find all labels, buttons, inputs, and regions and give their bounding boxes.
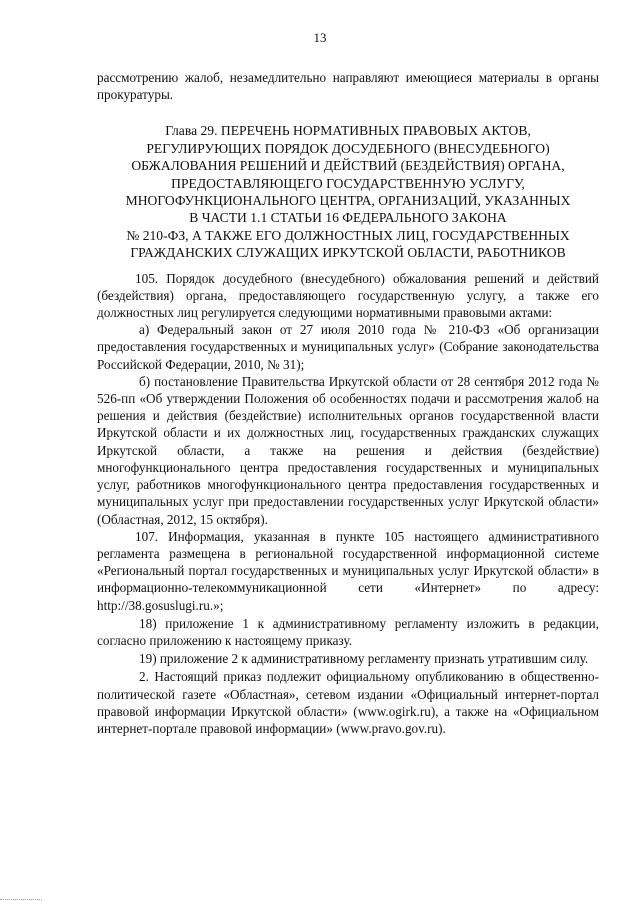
document-body — [97, 69, 599, 737]
paragraph-105: 105. Порядок досудебного (внесудебного) обжалования решений и действий (бездействия) органа, предоставляющего государственную услугу, а также его должностных лиц регулируется следующими нормативными правовыми актами: — [97, 270, 599, 321]
paragraph-19: 19) приложение 2 к административному регламенту признать утратившим силу. — [139, 651, 589, 667]
heading-line: МНОГОФУНКЦИОНАЛЬНОГО ЦЕНТРА, ОРГАНИЗАЦИЙ, УКАЗАННЫХ — [125, 193, 571, 209]
heading-line: РЕГУЛИРУЮЩИХ ПОРЯДОК ДОСУДЕБНОГО (ВНЕСУДЕБНОГО) — [146, 140, 550, 156]
heading-line: ОБЖАЛОВАНИЯ РЕШЕНИЙ И ДЕЙСТВИЙ (БЕЗДЕЙСТВИЯ) ОРГАНА, — [131, 158, 565, 174]
paragraph-18: 18) приложение 1 к административному регламенту изложить в редакции, согласно приложению к настоящему приказу. — [97, 615, 599, 648]
heading-line: Глава 29. ПЕРЕЧЕНЬ НОРМАТИВНЫХ ПРАВОВЫХ АКТОВ, — [165, 123, 531, 139]
paragraph-107: 107. Информация, указанная в пункте 105 настоящего административного регламента размещена в региональной государственной информационной системе «Региональный портал государственных и муниципальных услуг Иркутской области» в информационно-телекоммуникационной сети «Интернет» по адресу: http://38.gosuslugi.ru.»; — [97, 528, 599, 613]
chapter-heading — [97, 122, 599, 261]
heading-line: ГРАЖДАНСКИХ СЛУЖАЩИХ ИРКУТСКОЙ ОБЛАСТИ, РАБОТНИКОВ — [130, 245, 566, 261]
paragraph-105-b: б) постановление Правительства Иркутской области от 28 сентября 2012 года № 526-пп «Об утверждении Положения об особенностях подачи и рассмотрения жалоб на решения и действия (бездействие) исполнительных органов государственной власти Иркутской области и их должностных лиц, государственных гражданских служащих Иркутской области, а также на решения и действия (бездействие) многофункционального центра предоставления государственных и муниципальных услуг, работников многофункционального центра предоставления государственных и муниципальных услуг при предоставлении государственных услуг Иркутской области» (Областная, 2012, 15 октября). — [97, 373, 599, 527]
paragraph-2: 2. Настоящий приказ подлежит официальному опубликованию в общественно-политической газете «Областная», сетевом издании «Официальный интернет-портал правовой информации Иркутской области» (www.ogirk.ru), а также на «Официальном интернет-портале правовой информации» (www.pravo.gov.ru). — [97, 669, 599, 736]
heading-line: № 210-ФЗ, А ТАКЖЕ ЕГО ДОЛЖНОСТНЫХ ЛИЦ, ГОСУДАРСТВЕННЫХ — [126, 227, 570, 243]
heading-line: ПРЕДОСТАВЛЯЮЩЕГО ГОСУДАРСТВЕННУЮ УСЛУГУ, — [171, 175, 525, 191]
page-number: 13 — [313, 30, 327, 45]
scan-edge-mark — [0, 893, 42, 900]
paragraph-105-a: а) Федеральный закон от 27 июля 2010 года № 210-ФЗ «Об организации предоставления государственных и муниципальных услуг» (Собрание законодательства Российской Федерации, 2010, № 31); — [97, 322, 599, 372]
intro-paragraph: рассмотрению жалоб, незамедлительно направляют имеющиеся материалы в органы прокуратуры. — [97, 70, 599, 103]
heading-line: В ЧАСТИ 1.1 СТАТЬИ 16 ФЕДЕРАЛЬНОГО ЗАКОНА — [189, 210, 507, 226]
